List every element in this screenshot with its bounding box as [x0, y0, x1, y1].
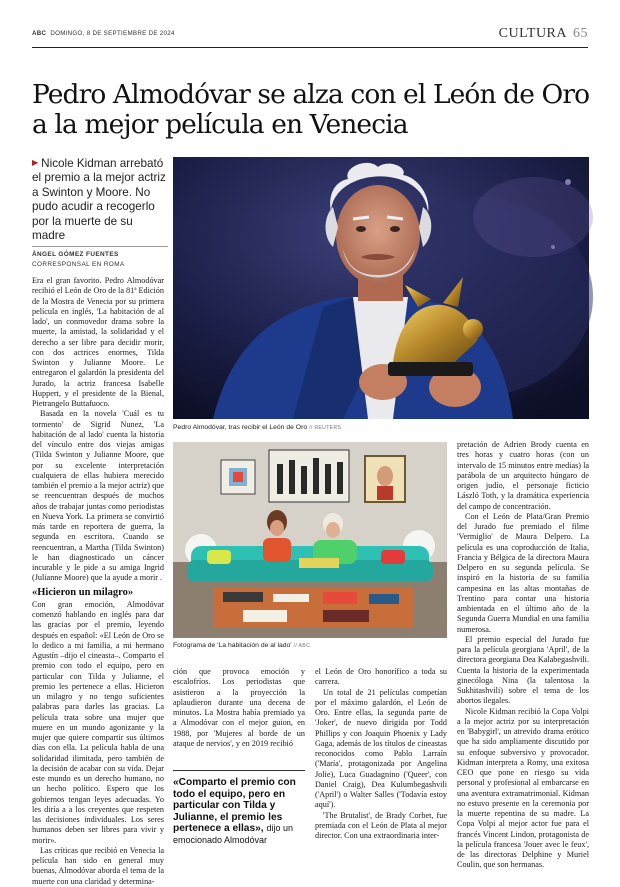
body-paragraph: Con el León de Plata/Gran Premio del Jurado fue premiado el filme 'Vermiglio' de Maura Delpero. La película es una coproducción de Italia, Francia y Bélgica de la directora Maura Delpero en su segunda película. Se inspiró en la historia de su familia campesina en las altas montañas de Trentino para contar una historia ambientada en el último año de la Segunda Guerra Mundial en una familia numerosa. [457, 511, 589, 634]
body-column-4 [457, 440, 589, 870]
body-column-2 [173, 667, 305, 763]
subheadline-text: Nicole Kidman arrebató el premio a la mejor actriz a Swinton y Moore. No pudo acudir a recogerlo por la muerte de su madre [32, 157, 166, 243]
header-date: DOMINGO, 8 DE SEPTIEMBRE DE 2024 [50, 30, 175, 37]
body-paragraph: Era el gran favorito. Pedro Almodóvar recibió el León de Oro de la 81ª Edición de la Mostra de Venecia por su primera película en inglés, 'La habitación de al lado', un conmovedor drama sobre la muerte, la amistad, la solidaridad y el derecho a ser libre para decidir morir, con dos actrices enormes, Tilda Swinton y Julianne Moore. Le entregaron el galardón la presidenta del Jurado, la actriz francesa Isabelle Huppert, y el presidente de la Bienal, Pietrangelo Buttafuoco. [32, 276, 164, 408]
body-paragraph: Nicole Kidman recibió la Copa Volpi a la mejor actriz por su interpretación en 'Babygirl', un atrevido drama erótico que ha sido ampliamente discutido por su enfoque subversivo y provocador. Kidman interpreta a Romy, una exitosa CEO que pone en riesgo su vida personal y profesional al embarcarse en una aventura extramatrimonial. Kidman no estuvo presente en la ceremonia por la muerte repentina de su madre. La Copa Volpi al mejor actor fue para el francés Vincent Lindon, protagonista de la película francesa 'Jouer avec le feux', de las directoras Delphine y Muriel Coulin, que son hermanas. [457, 706, 589, 870]
body-subhead: «Hicieron un milagro» [32, 586, 134, 598]
body-paragraph: el León de Oro honorífico a toda su carrera. [315, 667, 447, 687]
header-date-line [32, 30, 175, 37]
page-number: 65 [573, 26, 588, 41]
pullquote [173, 777, 305, 847]
photo2-source: // ABC [293, 643, 311, 649]
film-still-illustration [173, 442, 447, 638]
header-rule [32, 47, 588, 48]
body-paragraph: ción que provoca emoción y escalofríos. Los periodistas que asistieron a la proyección la aplaudieron durante una decena de minutos. La Mostra había premiado ya a Almodóvar con el mejor guion, en 1988, por 'Mujeres al borde de un ataque de nervios', y en 2019 recibió [173, 667, 305, 748]
headline: Pedro Almodóvar se alza con el León de Oro a la mejor película en Venecia [32, 79, 590, 140]
header-brand: ABC [32, 30, 47, 37]
body-paragraph: 'The Brutalist', de Brady Corbet, fue premiada con el León de Plata al mejor director. Con una extraordinaria inter- [315, 810, 447, 840]
photo1-caption [173, 424, 341, 431]
subheadline [32, 156, 168, 243]
body-paragraph: El premio especial del Jurado fue para la película georgiana 'April', de la directora georgiana Dea Kalabegashvili. Cuenta la historia de la experimentada ginecóloga Nina (la talentosa la Sukhitashvili) sobre el tema de los abortos ilegales. [457, 634, 589, 706]
triangle-bullet-icon: ▶ [32, 158, 39, 167]
pullquote-rule [173, 770, 305, 771]
pullquote-text: «Comparto el premio con todo el equipo, pero en particular con Tilda y Julianne, el premio les pertenece a ellas», [173, 777, 296, 835]
body-paragraph: pretación de Adrien Brody cuenta en tres horas y cuatro horas (con un intervalo de 15 minutos entre medias) la parábola de un arquitecto húngaro de origen judío, el personaje ficticio László Toth, y la dramática experiencia del campo de concentración. [457, 440, 589, 511]
section-name: CULTURA [498, 26, 567, 41]
photo2-caption [173, 642, 310, 649]
photo-almodovar-lion [173, 157, 589, 419]
photo1-caption-text: Pedro Almodóvar, tras recibir el León de Oro [173, 424, 308, 431]
photo1-source: // REUTERS [309, 425, 342, 431]
header-section [499, 26, 588, 42]
body-paragraph: Un total de 21 películas competían por el máximo galardón, el León de Oro. Entre ellas, la segunda parte de 'Joker', de nuevo dirigida por Todd Phillips y con Joaquin Phoenix y Lady Gaga, además de los títulos de cineastas reconocidos como Pablo Larraín ('María', protagonizada por Angelina Jolie), Luca Guadagnino ('Queer', con Daniel Craig), Dea Kulumbegashvili ('April') o Walter Salles ('Todavía estoy aquí'). [315, 687, 447, 810]
body-paragraph: Con gran emoción, Almodóvar comenzó hablando en inglés para dar las gracias por el premio, leyendo después en español: «El León de Oro se lo dedico a mi familia, a mi hermano Agustín –dijo el cineasta–. Comparto el premio con todo el equipo, pero en particular con Tilda y Julianne, el premio les pertenece a ellas. Hicieron un milagro y no tengo suficientes palabras para darles las gracias. La película trata sobre una mujer que muere en un mundo agonizante y la mujer que quiere compartir sus últimos días con ella. La película habla de una solidaridad ilimitada, pero también de la decisión de acabar con su vida. Dejar este mundo es un derecho humano, no un hecho político. Espero que los gobiernos tengan leyes adecuadas. Yo les diría a a los creyentes que respeten las decisiones individuales. Los seres humanos deben ser libres para vivir y morir». [32, 599, 164, 845]
author-role: CORRESPONSAL EN ROMA [32, 261, 125, 268]
photo2-caption-text: Fotograma de 'La habitación de al lado' [173, 642, 292, 649]
author-name: ÁNGEL GÓMEZ FUENTES [32, 251, 119, 258]
body-paragraph: Las críticas que recibió en Venecia la película han sido en general muy buenas, Almodóvar aborda el tema de la muerte con una claridad y determina- [32, 845, 164, 886]
byline [32, 250, 168, 270]
body-paragraph: Basada en la novela 'Cuál es tu tormento' de Sigrid Nunez, 'La habitación de al lado' cuenta la historia del vínculo entre dos viejas amigas (Tilda Swinton y Julianne Moore, que por su excelente interpretación cualquiera de ellas hubiera merecido también el premio a la mejor actriz) que se reencuentran después de muchos años de trabajar juntas como periodistas en Nueva York. La primera se convirtió más tarde en reportera de guerra, la segunda en escritora. Cuando se reencuentran, a Martha (Tilda Swinton) le han diagnosticado un cáncer incurable y le pide a su amiga Ingrid (Julianne Moore) que la ayude a morir . [32, 409, 164, 583]
body-column-1 [32, 276, 164, 886]
body-column-3 [315, 667, 447, 840]
photo-film-still [173, 442, 447, 638]
photo-almodovar-illustration [173, 157, 589, 419]
author-rule [32, 246, 168, 247]
pullquote-attribution: dijo un emocionado Almodóvar [173, 823, 293, 845]
